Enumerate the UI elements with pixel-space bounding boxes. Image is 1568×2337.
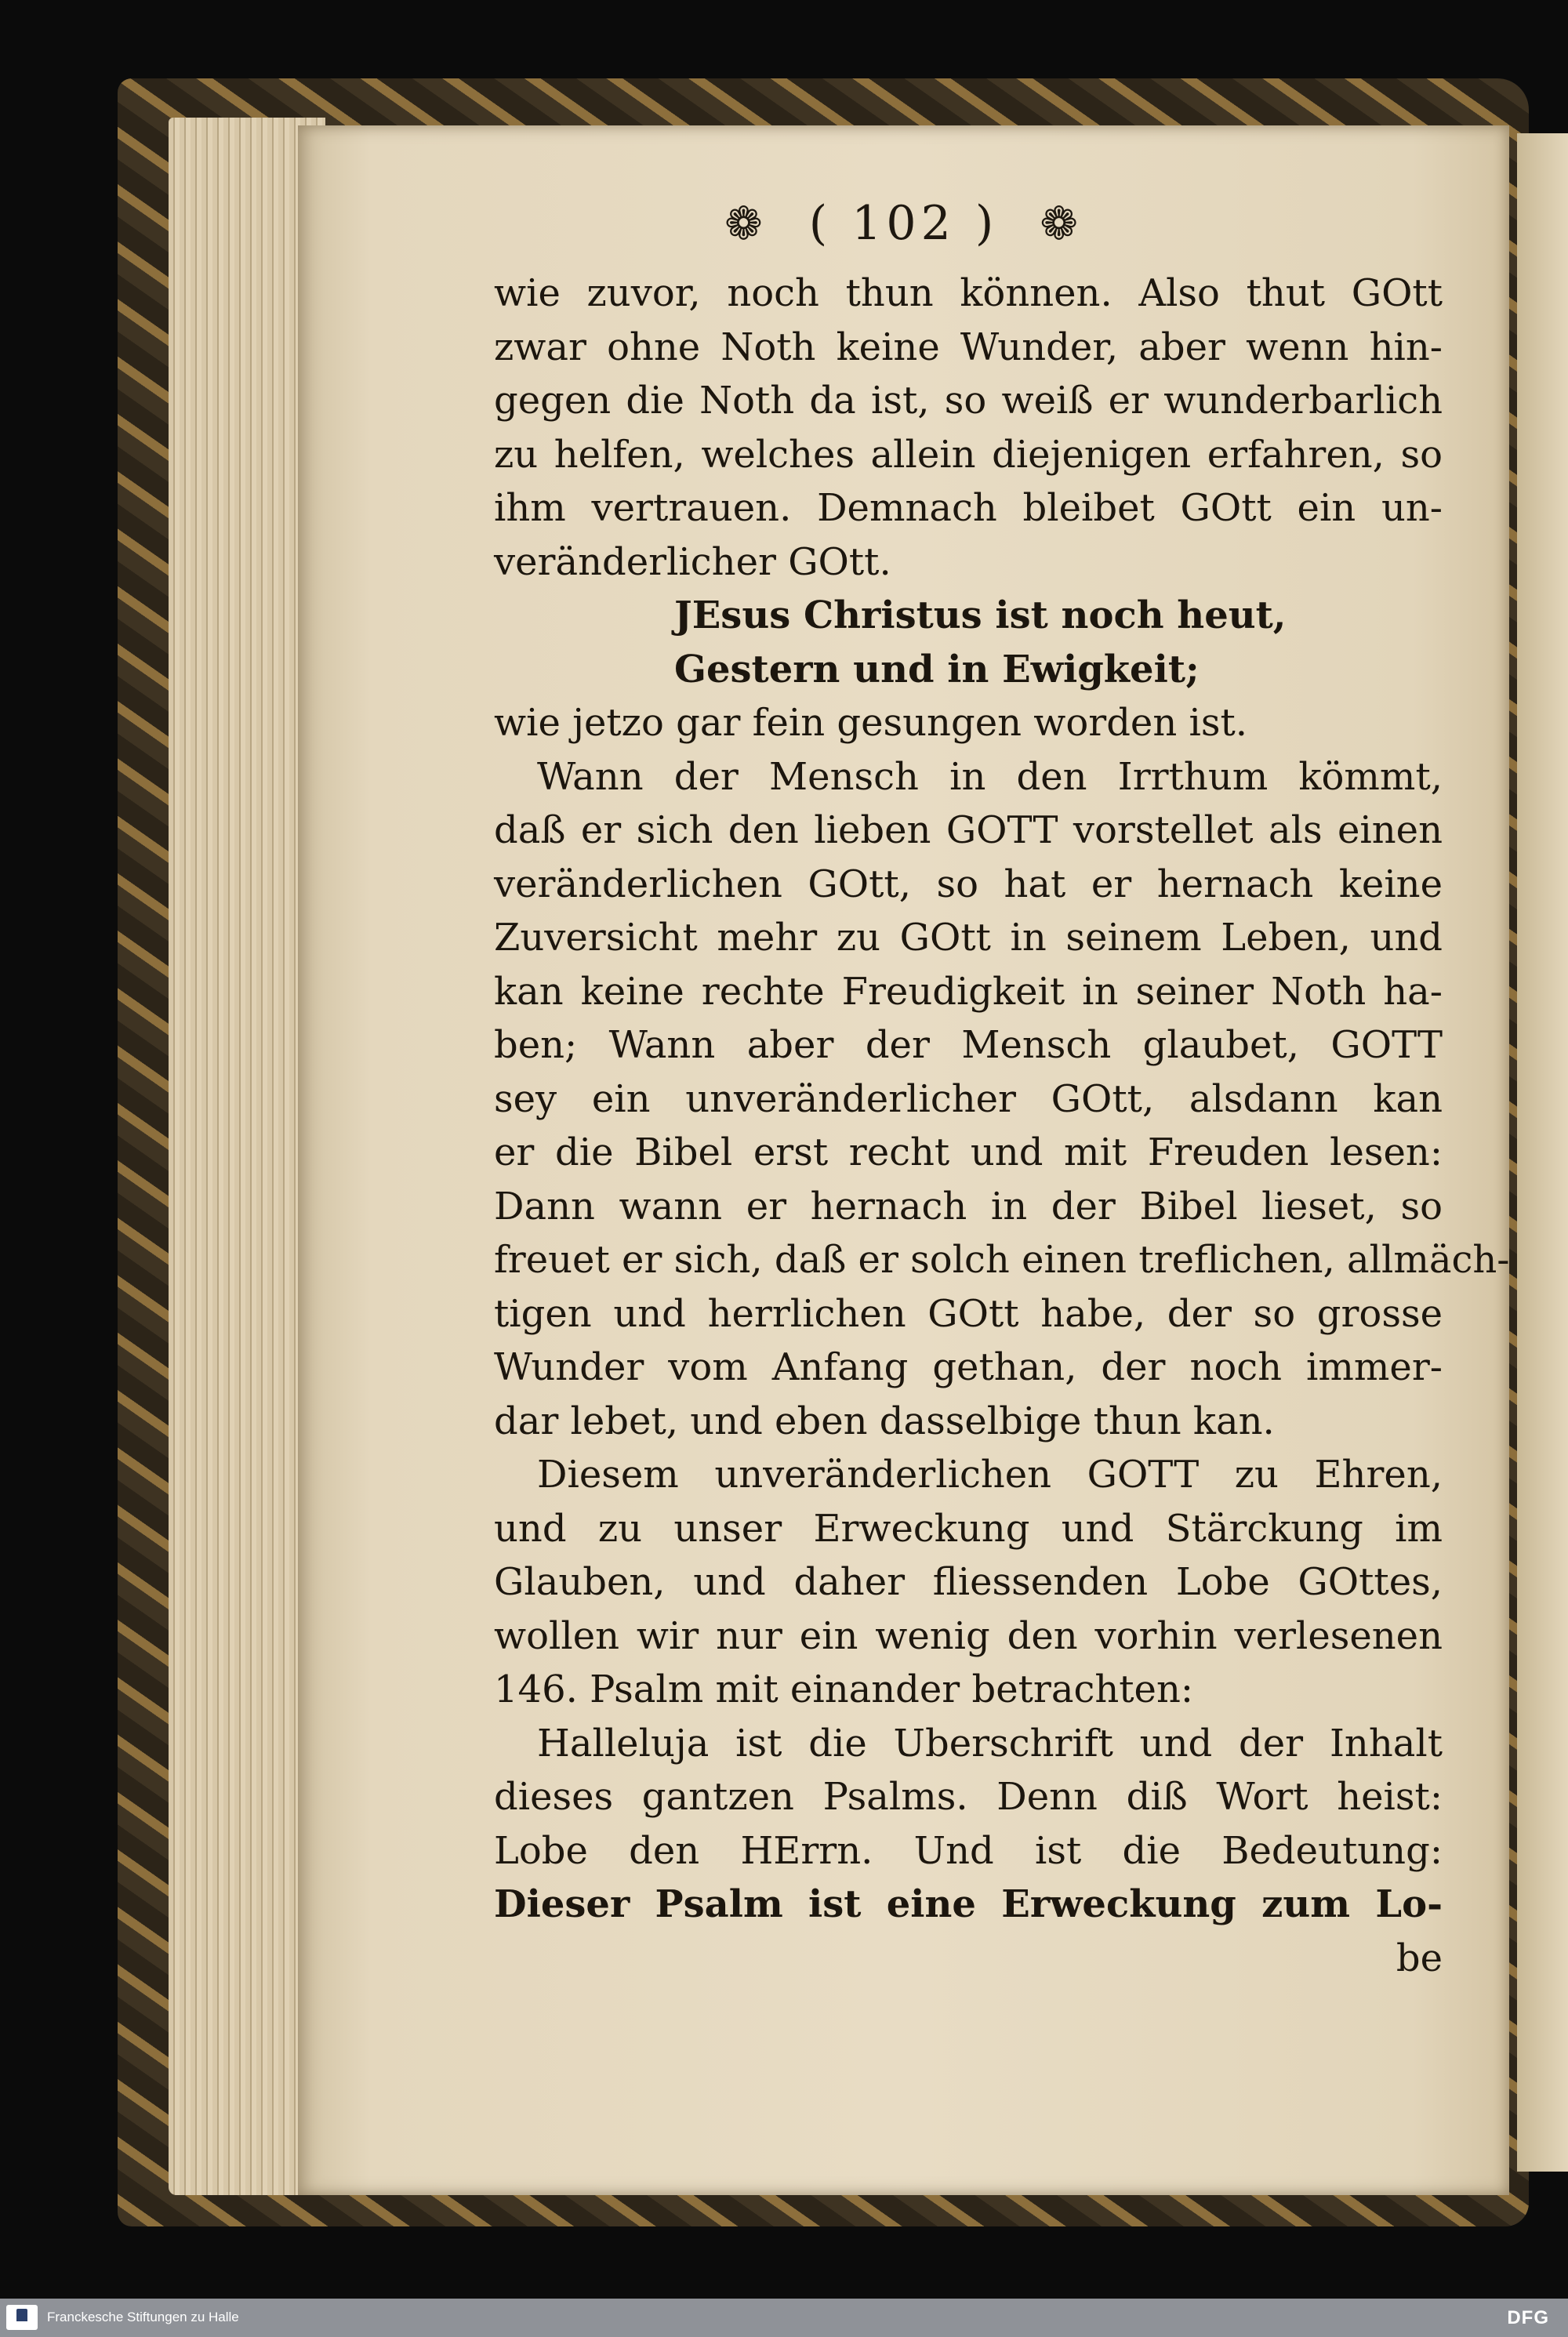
text-line: ihm vertrauen. Demnach bleibet GOtt ein un-	[494, 486, 1443, 530]
body-text	[494, 267, 1510, 1985]
page-number: ( 102 )	[808, 196, 999, 251]
institution-logo-icon	[6, 2305, 38, 2330]
text-line: wie zuvor, noch thun können. Also thut GOtt	[494, 271, 1443, 315]
text-line: Zuversicht mehr zu GOtt in seinem Leben, und	[494, 916, 1443, 960]
text-line: kan keine rechte Freudigkeit in seiner Noth ha-	[494, 969, 1443, 1014]
text-line: daß er sich den lieben GOTT vorstellet als einen	[494, 808, 1443, 852]
text-line: wollen wir nur ein wenig den vorhin verlesenen	[494, 1613, 1443, 1658]
text-line: freuet er sich, daß er solch einen treflichen, allmäch-	[494, 1238, 1510, 1282]
text-line: wie jetzo gar fein gesungen worden ist.	[494, 701, 1248, 745]
text-line: Diesem unveränderlichen GOTT zu Ehren,	[537, 1453, 1443, 1497]
text-line: Wunder vom Anfang gethan, der noch immer-	[494, 1345, 1443, 1389]
text-line: ben; Wann aber der Mensch glaubet, GOTT	[494, 1023, 1443, 1067]
text-line: Lobe den HErrn. Und ist die Bedeutung:	[494, 1828, 1443, 1873]
text-line: Wann der Mensch in den Irrthum kömmt,	[537, 754, 1443, 799]
text-line: 146. Psalm mit einander betrachten:	[494, 1667, 1194, 1711]
text-line: tigen und herrlichen GOtt habe, der so grosse	[494, 1291, 1443, 1336]
text-line: und zu unser Erweckung und Stärckung im	[494, 1506, 1443, 1551]
text-line: Halleluja ist die Uberschrift und der Inhalt	[537, 1721, 1443, 1765]
text-line: er die Bibel erst recht und mit Freuden lesen:	[494, 1130, 1443, 1174]
text-line: dieses gantzen Psalms. Denn diß Wort heist:	[494, 1775, 1443, 1819]
institution-name: Franckesche Stiftungen zu Halle	[47, 2310, 239, 2324]
catchword: be	[1396, 1936, 1443, 1980]
text-line: sey ein unveränderlicher GOtt, alsdann kan	[494, 1076, 1443, 1121]
text-line: Dann wann er hernach in der Bibel lieset, so	[494, 1184, 1443, 1228]
facing-page-edge	[1517, 133, 1568, 2172]
dfg-logo: DFG	[1507, 2307, 1549, 2328]
text-line: veränderlicher GOtt.	[494, 539, 891, 584]
text-line: Dieser Psalm ist eine Erweckung zum Lo-	[494, 1882, 1443, 1926]
page-header	[298, 196, 1509, 251]
viewer-footer	[0, 2299, 1568, 2337]
hymn-line: Gestern und in Ewigkeit;	[674, 647, 1200, 691]
text-line: dar lebet, und eben dasselbige thun kan.	[494, 1399, 1275, 1443]
hymn-line: JEsus Christus ist noch heut,	[674, 593, 1287, 637]
ornament-icon: ❁	[724, 197, 768, 250]
ornament-icon: ❁	[1040, 197, 1083, 250]
book-page	[298, 125, 1509, 2195]
text-line: zu helfen, welches allein diejenigen erfahren, so	[494, 432, 1443, 477]
text-line: Glauben, und daher fliessenden Lobe GOttes,	[494, 1560, 1443, 1604]
text-line: gegen die Noth da ist, so weiß er wunderbarlich	[494, 379, 1443, 423]
text-line: veränderlichen GOtt, so hat er hernach keine	[494, 862, 1443, 906]
text-line: zwar ohne Noth keine Wunder, aber wenn hin-	[494, 325, 1443, 369]
